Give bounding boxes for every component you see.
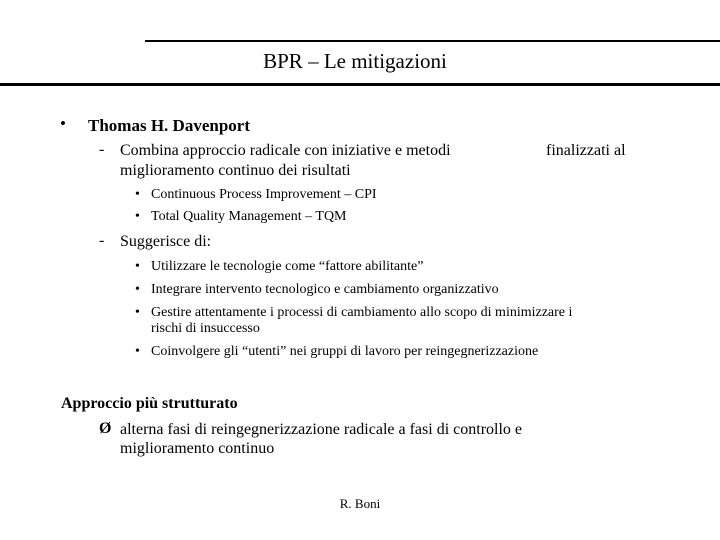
sub-item: Utilizzare le tecnologie come “fattore abilitante” xyxy=(151,259,424,274)
conclusion-line1: alterna fasi di reingegnerizzazione radicale a fasi di controllo e xyxy=(120,421,523,438)
conclusion-heading: Approccio più strutturato xyxy=(61,395,238,412)
sub-bullet-icon: • xyxy=(135,209,140,224)
sub-item: Continuous Process Improvement – CPI xyxy=(151,187,377,202)
dash-icon: - xyxy=(99,141,105,158)
dash-icon: - xyxy=(99,232,105,249)
title-rule-top xyxy=(145,40,720,42)
footer-author: R. Boni xyxy=(339,496,381,511)
main-bullet-icon: • xyxy=(60,114,66,133)
arrow-icon: Ø xyxy=(99,420,112,437)
sub-bullet-icon: • xyxy=(135,305,140,320)
point-1-text-line1: Combina approccio radicale con iniziative e metodi xyxy=(120,142,451,159)
sub-item: Coinvolgere gli “utenti” nei gruppi di lavoro per reingegnerizzazione xyxy=(151,344,539,359)
sub-bullet-icon: • xyxy=(135,344,140,359)
point-1-text-line1-end: finalizzati al xyxy=(546,142,626,159)
slide-title: BPR – Le mitigazioni xyxy=(263,49,447,73)
sub-item: Total Quality Management – TQM xyxy=(151,209,347,224)
conclusion-line2: miglioramento continuo xyxy=(120,440,275,457)
title-rule-bottom xyxy=(0,83,720,86)
sub-item: Integrare intervento tecnologico e cambiamento organizzativo xyxy=(151,282,499,297)
sub-bullet-icon: • xyxy=(135,187,140,202)
point-2-text: Suggerisce di: xyxy=(120,233,212,250)
sub-bullet-icon: • xyxy=(135,282,140,297)
main-bullet-label: Thomas H. Davenport xyxy=(88,116,250,135)
sub-bullet-icon: • xyxy=(135,259,140,274)
sub-item-continuation: rischi di insuccesso xyxy=(151,321,260,336)
sub-item: Gestire attentamente i processi di cambiamento allo scopo di minimizzare i xyxy=(151,305,573,320)
point-1-text-line2: miglioramento continuo dei risultati xyxy=(120,162,351,179)
